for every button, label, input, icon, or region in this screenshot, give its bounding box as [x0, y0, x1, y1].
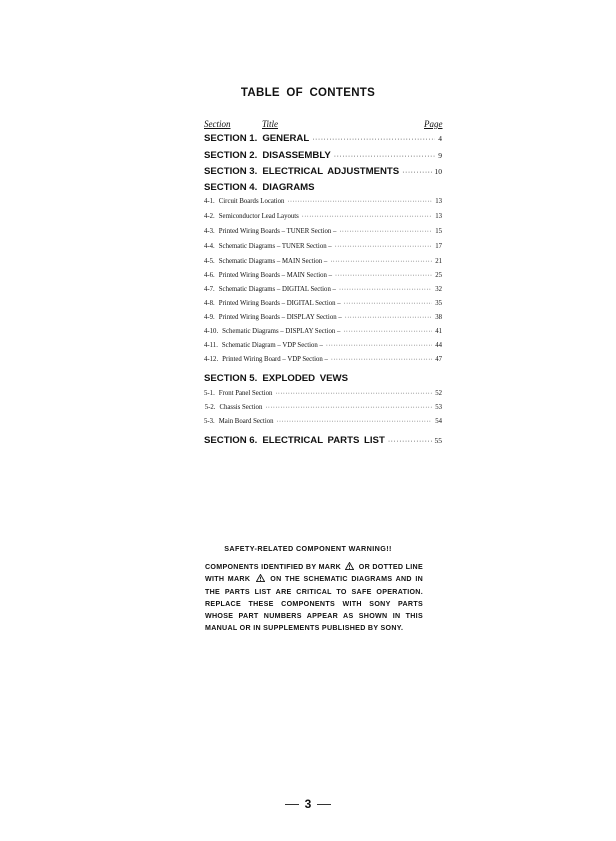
toc-section-2[interactable] [204, 150, 442, 163]
page-number: 52 [435, 390, 442, 397]
item-number: 4-3. [204, 228, 215, 235]
page-number: 15 [435, 228, 442, 235]
dot-leader [343, 329, 432, 335]
item-number: 4-7. [204, 286, 215, 293]
item-number: 4-8. [204, 300, 215, 307]
item-number: 4-9. [204, 314, 215, 321]
item-title: Main Board Section [218, 418, 274, 425]
dot-leader [331, 357, 432, 363]
item-number: 4-6. [204, 272, 215, 279]
toc-section-6[interactable] [204, 435, 442, 448]
page-number: 13 [435, 213, 442, 220]
warning-line2a: LINE WITH MARK [205, 563, 423, 584]
toc-item-4-4[interactable] [204, 243, 442, 254]
item-title: Schematic Diagram – VDP Section – [221, 342, 323, 349]
dot-leader [388, 438, 432, 445]
dot-leader [330, 259, 432, 265]
dot-leader [344, 301, 433, 307]
item-title: Printed Wiring Boards – TUNER Section – [218, 228, 337, 235]
header-title: Title [262, 119, 279, 129]
section-number: SECTION 4. [204, 182, 258, 193]
page-number: 41 [435, 328, 442, 335]
dot-leader [339, 287, 432, 293]
item-title: Schematic Diagrams – TUNER Section – [218, 243, 332, 250]
section-title: EXPLODED VEWS [262, 373, 349, 384]
page-number: 54 [435, 418, 442, 425]
header-section: Section [204, 119, 231, 129]
page-number: 38 [435, 314, 442, 321]
footer-dash [285, 804, 299, 805]
toc-item-4-6[interactable] [204, 272, 442, 283]
item-title: Printed Wiring Boards – DIGITAL Section – [218, 300, 341, 307]
toc-item-4-12[interactable] [204, 356, 442, 367]
toc-item-4-9[interactable] [204, 314, 442, 325]
toc-item-5-1[interactable] [204, 390, 442, 401]
footer-dash [317, 804, 331, 805]
toc-item-4-11[interactable] [204, 342, 442, 353]
section-title: GENERAL [262, 133, 310, 144]
page-number: 17 [435, 243, 442, 250]
toc-item-5-2[interactable] [204, 404, 442, 415]
section-title: DIAGRAMS [262, 182, 315, 193]
dot-leader [265, 405, 432, 411]
toc-item-4-1[interactable] [204, 198, 442, 209]
page-number: 25 [435, 272, 442, 279]
dot-leader [287, 199, 432, 205]
warning-body [205, 561, 423, 635]
warning-title: SAFETY-RELATED COMPONENT WARNING!! [224, 544, 392, 553]
page-number: 21 [435, 258, 442, 265]
dot-leader [334, 153, 436, 160]
toc-section-1[interactable] [204, 133, 442, 146]
dot-leader [275, 391, 432, 397]
page-number: 35 [435, 300, 442, 307]
item-number: 4-4. [204, 243, 215, 250]
item-title: Semiconductor Lead Layouts [218, 213, 299, 220]
warning-line1b: OR DOTTED [358, 563, 404, 571]
warning-rest: AND IN THE PARTS LIST ARE CRITICAL TO SAFE OPERATION. REPLACE THESE COMPONENTS WITH SONY PARTS WHOSE PART NUMBERS APPEAR AS SHOWN IN THIS MANUAL OR IN SUPPLEMENTS PUBLISHED BY SONY. [205, 575, 424, 633]
warning-line2b: ON THE SCHEMATIC DIAGRAMS [270, 575, 393, 584]
item-title: Chassis Section [219, 404, 263, 411]
toc-item-4-7[interactable] [204, 286, 442, 297]
page-number: 10 [434, 167, 442, 176]
page-number: 47 [435, 356, 442, 363]
item-title: Schematic Diagrams – DISPLAY Section – [222, 328, 341, 335]
item-title: Printed Wiring Boards – DISPLAY Section – [218, 314, 342, 321]
item-number: 4-1. [204, 198, 215, 205]
page-footer [0, 797, 616, 811]
item-number: 4-11. [204, 342, 218, 349]
item-title: Schematic Diagrams – DIGITAL Section – [218, 286, 336, 293]
dot-leader [326, 343, 432, 349]
toc-item-4-8[interactable] [204, 300, 442, 311]
header-page: Page [424, 119, 443, 129]
item-number: 5-2. [204, 404, 216, 411]
item-title: Printed Wiring Boards – MAIN Section – [218, 272, 333, 279]
toc-section-5[interactable] [204, 373, 442, 386]
item-number: 5-1. [204, 390, 215, 397]
dot-leader [302, 214, 432, 220]
toc-item-5-3[interactable] [204, 418, 442, 429]
item-title: Schematic Diagrams – MAIN Section – [218, 258, 328, 265]
page-number-footer: 3 [304, 797, 312, 811]
section-number: SECTION 6. [204, 435, 258, 446]
toc-item-4-2[interactable] [204, 213, 442, 224]
safety-mark-icon [345, 562, 354, 570]
toc-item-4-5[interactable] [204, 258, 442, 269]
page-number: 13 [435, 198, 442, 205]
toc-section-4[interactable] [204, 182, 442, 195]
toc-item-4-10[interactable] [204, 328, 442, 339]
page-number: 44 [435, 342, 442, 349]
page-number: 4 [438, 134, 442, 143]
item-number: 4-2. [204, 213, 215, 220]
page-title: TABLE OF CONTENTS [240, 87, 376, 99]
section-title: DISASSEMBLY [262, 150, 331, 161]
toc-item-4-3[interactable] [204, 228, 442, 239]
section-number: SECTION 1. [204, 133, 258, 144]
page-number: 32 [435, 286, 442, 293]
item-number: 4-5. [204, 258, 215, 265]
page-number: 9 [438, 151, 442, 160]
dot-leader [402, 169, 431, 176]
page-number: 53 [435, 404, 442, 411]
page-number: 55 [434, 436, 442, 445]
item-title: Printed Wiring Board – VDP Section – [222, 356, 328, 363]
item-number: 4-10. [204, 328, 219, 335]
dot-leader [345, 315, 432, 321]
section-title: ELECTRICAL ADJUSTMENTS [262, 166, 400, 177]
dot-leader [335, 244, 432, 250]
toc-section-3[interactable] [204, 166, 442, 179]
dot-leader [339, 229, 432, 235]
dot-leader [277, 419, 433, 425]
dot-leader [312, 136, 435, 143]
section-title: ELECTRICAL PARTS LIST [262, 435, 385, 446]
item-number: 4-12. [204, 356, 219, 363]
warning-line1a: COMPONENTS IDENTIFIED BY MARK [205, 563, 342, 571]
dot-leader [335, 273, 432, 279]
safety-mark-icon [256, 574, 265, 582]
section-number: SECTION 5. [204, 373, 258, 384]
item-number: 5-3. [204, 418, 215, 425]
item-title: Circuit Boards Location [218, 198, 285, 205]
section-number: SECTION 2. [204, 150, 258, 161]
section-number: SECTION 3. [204, 166, 258, 177]
item-title: Front Panel Section [218, 390, 273, 397]
